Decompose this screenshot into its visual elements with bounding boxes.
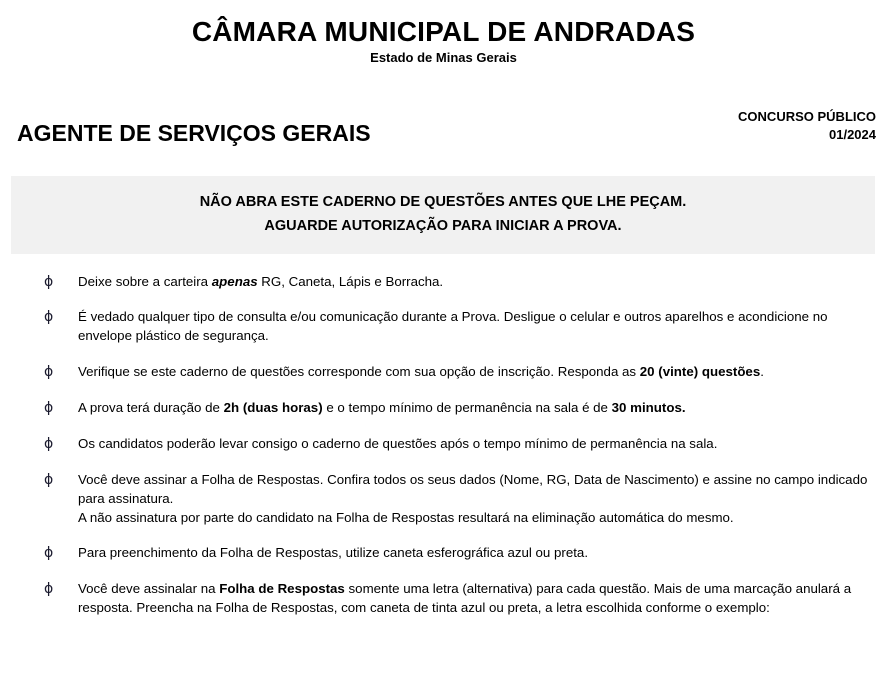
- text-segment: Folha de Respostas: [219, 581, 345, 597]
- text-segment: Deixe sobre a carteira: [78, 273, 212, 289]
- text-segment: A prova terá duração de: [78, 400, 224, 416]
- list-item: [0, 363, 887, 382]
- list-item: [0, 544, 887, 563]
- list-item: [0, 273, 887, 292]
- list-item-text: [78, 471, 873, 528]
- phi-bullet-icon: ɸ: [44, 364, 54, 381]
- list-item-text: [78, 399, 873, 418]
- list-item-text: [78, 544, 873, 563]
- phi-bullet-icon: ɸ: [44, 400, 54, 417]
- exam-identification: [738, 108, 876, 146]
- list-item-text: [78, 273, 873, 292]
- list-item-text: [78, 580, 873, 618]
- list-item: [0, 308, 887, 346]
- exam-number: 01/2024: [829, 127, 876, 143]
- do-not-open-notice: [11, 176, 875, 254]
- instructions-list: [0, 273, 887, 619]
- exam-type-label: CONCURSO PÚBLICO: [738, 109, 876, 125]
- phi-bullet-icon: ɸ: [44, 545, 54, 562]
- notice-line-2: AGUARDE AUTORIZAÇÃO PARA INICIAR A PROVA.: [264, 217, 622, 234]
- list-item: [0, 435, 887, 454]
- text-segment: 2h (duas horas): [223, 400, 323, 416]
- list-item: [0, 580, 887, 618]
- list-item-text: [78, 308, 873, 346]
- text-segment: Para preenchimento da Folha de Respostas, utilize caneta esferográfica azul ou preta.: [78, 545, 589, 561]
- page-title: AGENTE DE SERVIÇOS GERAIS: [17, 120, 371, 147]
- text-segment: Você deve assinalar na: [78, 581, 220, 597]
- list-item-text: [78, 435, 873, 454]
- list-item-subline: A não assinatura por parte do candidato na Folha de Respostas resultará na eliminação automática do mesmo.: [78, 509, 734, 525]
- text-segment: Os candidatos poderão levar consigo o caderno de questões após o tempo mínimo de permanência na sala.: [78, 435, 718, 451]
- phi-bullet-icon: ɸ: [44, 471, 54, 488]
- organization-subtitle: Estado de Minas Gerais: [370, 50, 517, 66]
- text-segment: .: [760, 364, 764, 380]
- list-item: [0, 471, 887, 528]
- text-segment: É vedado qualquer tipo de consulta e/ou comunicação durante a Prova. Desligue o celular e outros aparelhos e acondicione no envelope plástico de segurança.: [78, 309, 828, 344]
- phi-bullet-icon: ɸ: [44, 435, 54, 452]
- text-segment: 20 (vinte) questões: [639, 364, 761, 380]
- phi-bullet-icon: ɸ: [44, 309, 54, 326]
- text-segment: 30 minutos.: [611, 400, 686, 416]
- text-segment: e o tempo mínimo de permanência na sala é de: [322, 400, 612, 416]
- phi-bullet-icon: ɸ: [44, 273, 54, 290]
- text-segment: Você deve assinar a Folha de Respostas. Confira todos os seus dados (Nome, RG, Data de Nascimento) e assine no campo indicado para assinatura.: [78, 471, 868, 506]
- organization-title: CÂMARA MUNICIPAL DE ANDRADAS: [191, 16, 696, 47]
- role-and-exam-row: [0, 108, 887, 146]
- document-header: [0, 0, 887, 65]
- text-segment: apenas: [211, 273, 258, 289]
- list-item: [0, 399, 887, 418]
- text-segment: Verifique se este caderno de questões corresponde com sua opção de inscrição. Responda as: [78, 364, 640, 380]
- text-segment: RG, Caneta, Lápis e Borracha.: [257, 273, 444, 289]
- notice-line-1: NÃO ABRA ESTE CADERNO DE QUESTÕES ANTES QUE LHE PEÇAM.: [199, 194, 687, 211]
- list-item-text: [78, 363, 873, 382]
- text-segment: somente uma letra (alternativa) para cada questão. Mais de uma marcação anulará a resposta. Preencha na Folha de Respostas, com caneta de tinta azul ou preta, a letra escolhida conforme o exemplo:: [78, 581, 852, 616]
- phi-bullet-icon: ɸ: [44, 581, 54, 598]
